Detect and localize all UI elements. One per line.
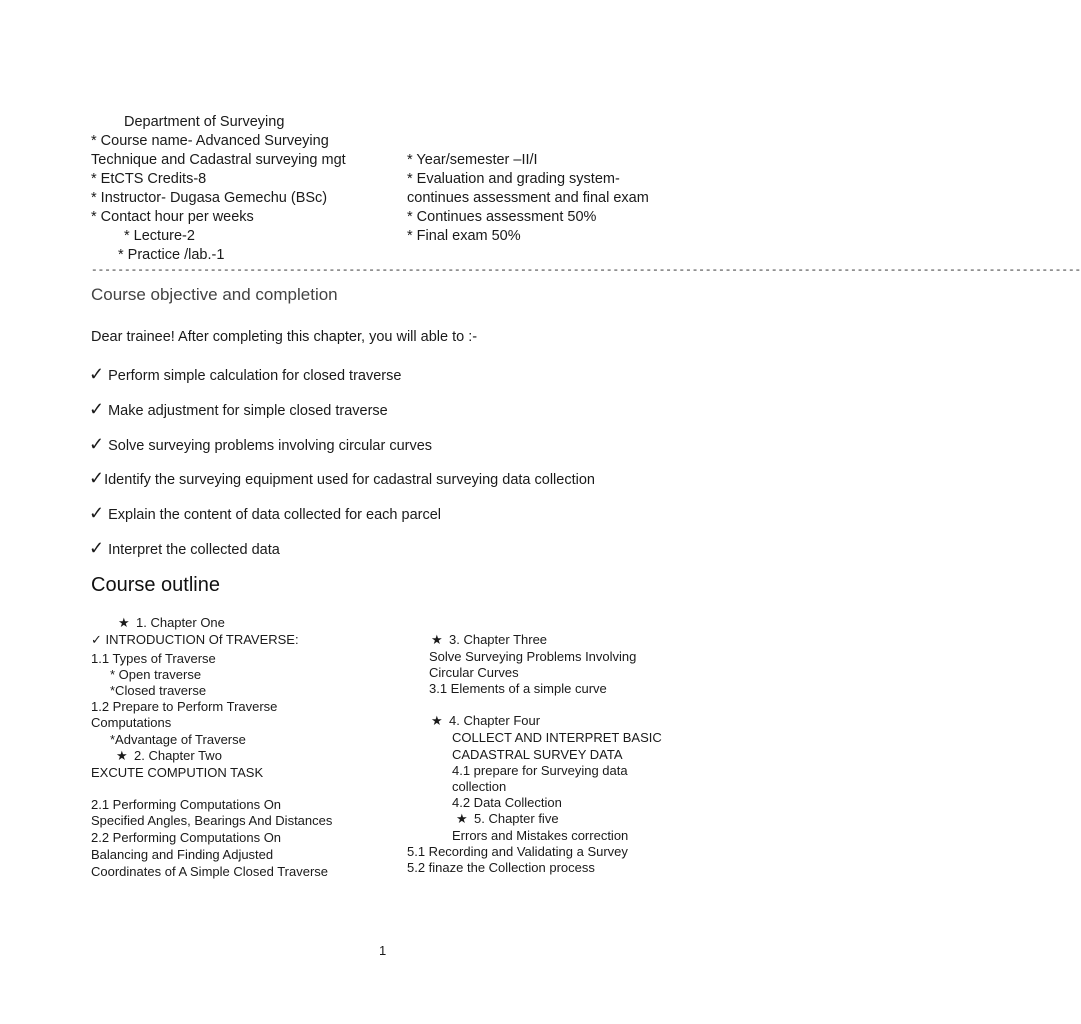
evaluation-line2: continues assessment and final exam — [407, 190, 649, 206]
section-5-2: 5.2 finaze the Collection process — [407, 860, 595, 875]
check-icon: ✓ — [89, 364, 105, 384]
star-icon: ★ — [456, 811, 468, 826]
section-2-1-line1: 2.1 Performing Computations On — [91, 797, 282, 812]
chapter-four — [431, 713, 540, 729]
page-number: 1 — [379, 943, 387, 958]
intro-traverse: ✓ INTRODUCTION Of TRAVERSE: — [91, 632, 299, 647]
objective-item-1 — [89, 364, 401, 385]
course-name-line2: Technique and Cadastral surveying mgt — [91, 152, 346, 168]
section-1-2-line2: Computations — [91, 715, 172, 730]
chapter-five-label: 5. Chapter five — [474, 811, 559, 826]
objective-heading: Course objective and completion — [91, 285, 338, 304]
solve-problems-line2: Circular Curves — [429, 665, 519, 680]
section-4-1-line1: 4.1 prepare for Surveying data — [452, 763, 628, 778]
check-icon: ✓ — [89, 434, 105, 454]
year-semester: * Year/semester –II/I — [407, 152, 538, 168]
objective-item-text: Make adjustment for simple closed traverse — [108, 403, 388, 419]
objective-item-text: Explain the content of data collected for each parcel — [108, 507, 441, 523]
section-2-2-line1: 2.2 Performing Computations On — [91, 830, 282, 845]
collect-interpret-line2: CADASTRAL SURVEY DATA — [452, 747, 623, 762]
star-icon: ★ — [118, 615, 130, 630]
section-5-1: 5.1 Recording and Validating a Survey — [407, 844, 628, 859]
final-exam: * Final exam 50% — [407, 228, 521, 244]
objective-item-3 — [89, 434, 432, 455]
collect-interpret-line1: COLLECT AND INTERPRET BASIC — [452, 730, 662, 745]
section-4-2: 4.2 Data Collection — [452, 795, 562, 810]
chapter-four-label: 4. Chapter Four — [449, 713, 541, 728]
open-traverse: * Open traverse — [110, 667, 202, 682]
star-icon: ★ — [431, 713, 443, 728]
errors-mistakes: Errors and Mistakes correction — [452, 828, 629, 843]
objective-item-text: Solve surveying problems involving circular curves — [108, 438, 433, 454]
objective-item-text: Interpret the collected data — [108, 542, 280, 558]
objective-item-2 — [89, 399, 388, 420]
check-icon: ✓ — [89, 468, 105, 488]
section-2-2-line3: Coordinates of A Simple Closed Traverse — [91, 864, 329, 879]
objective-intro: Dear trainee! After completing this chapter, you will able to :- — [91, 329, 478, 345]
closed-traverse: *Closed traverse — [110, 683, 207, 698]
check-icon: ✓ — [89, 538, 105, 558]
dashed-divider: ------------------------------------------------------------------------------------------------------------------------------------------------------ — [91, 265, 1081, 277]
chapter-two — [116, 748, 222, 764]
chapter-one — [118, 615, 225, 631]
continuous-assessment: * Continues assessment 50% — [407, 209, 597, 225]
section-3-1: 3.1 Elements of a simple curve — [429, 681, 607, 696]
contact-hours: * Contact hour per weeks — [91, 209, 254, 225]
objective-item-text: Identify the surveying equipment used for cadastral surveying data collection — [104, 472, 595, 488]
objective-item-6 — [89, 538, 280, 559]
chapter-three — [431, 632, 547, 648]
advantage-traverse: *Advantage of Traverse — [110, 732, 246, 747]
section-1-2-line1: 1.2 Prepare to Perform Traverse — [91, 699, 278, 714]
instructor: * Instructor- Dugasa Gemechu (BSc) — [91, 190, 328, 206]
practice-hours: * Practice /lab.-1 — [118, 247, 225, 263]
section-2-2-line2: Balancing and Finding Adjusted — [91, 847, 274, 862]
chapter-two-label: 2. Chapter Two — [134, 748, 222, 763]
star-icon: ★ — [116, 748, 128, 763]
star-icon: ★ — [431, 632, 443, 647]
department-title: Department of Surveying — [124, 114, 285, 130]
lecture-hours: * Lecture-2 — [124, 228, 195, 244]
credits: * EtCTS Credits-8 — [91, 171, 207, 187]
check-icon: ✓ — [89, 399, 105, 419]
section-1-1: 1.1 Types of Traverse — [91, 651, 216, 666]
chapter-three-label: 3. Chapter Three — [449, 632, 548, 647]
check-icon: ✓ — [89, 503, 105, 523]
chapter-one-label: 1. Chapter One — [136, 615, 225, 630]
section-4-1-line2: collection — [452, 779, 507, 794]
objective-item-text: Perform simple calculation for closed traverse — [108, 368, 402, 384]
solve-problems-line1: Solve Surveying Problems Involving — [429, 649, 637, 664]
excute-task: EXCUTE COMPUTION TASK — [91, 765, 264, 780]
section-2-1-line2: Specified Angles, Bearings And Distances — [91, 813, 333, 828]
objective-item-4 — [89, 468, 595, 489]
chapter-five — [456, 811, 559, 827]
evaluation-line1: * Evaluation and grading system- — [407, 171, 620, 187]
course-name-line1: * Course name- Advanced Surveying — [91, 133, 329, 149]
outline-heading: Course outline — [91, 574, 220, 596]
objective-item-5 — [89, 503, 441, 524]
